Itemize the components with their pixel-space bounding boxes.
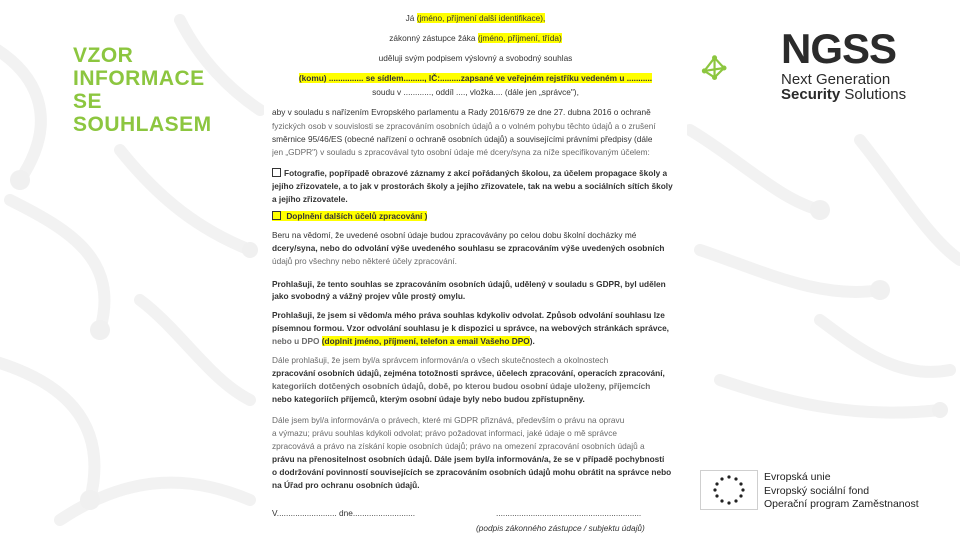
consent-form-document (264, 0, 687, 540)
rights-line: na Úřad pro ochranu osobních údajů. (272, 480, 420, 490)
duration-line: údajů pro všechny nebo některé účely zpracování. (272, 256, 457, 266)
eu-line: Operační program Zaměstnanost (764, 498, 919, 510)
eu-flag-icon (700, 470, 758, 510)
informed-line: Dále prohlašuji, že jsem byl/a správcem informován/a o všech skutečnostech a okolnostech (272, 355, 609, 365)
duration-line: Beru na vědomí, že uvedené osobní údaje budou zpracovávány po celou dobu školní docházky mé (272, 230, 637, 240)
brand-tagline: Security Solutions (781, 86, 907, 103)
brand-tagline: Next Generation (781, 71, 891, 88)
purpose-option-photos: Fotografie, popřípadě obrazové záznamy z akcí pořádaných školou, za účelem propagace školy a (272, 167, 667, 179)
intro-line: fyzických osob v souvislosti se zpracováním osobních údajů a o volném pohybu těchto údajů a o zrušení (272, 121, 656, 131)
intro-line: aby v souladu s nařízením Evropského parlamentu a Rady 2016/679 ze dne 27. dubna 2016 o ochraně (272, 107, 651, 117)
slide-title (73, 44, 263, 136)
signature-line: ............................................................... (496, 508, 642, 518)
header-line: soudu v ............, oddíl ...., vložka.... (dále jen „správce"), (372, 87, 579, 97)
header-line: (komu) ............... se sídlem........., IČ:.........zapsané ve veřejném rejstříku vedeném u ........... (298, 73, 653, 83)
informed-line: nebo kategoriích příjemců, kterým osobní údaje byly nebo budou zpřístupněny. (272, 394, 585, 404)
revoke-line: Prohlašuji, že jsem si vědom/a mého práva souhlas kdykoliv odvolat. Způsob odvolání souhlasu lze (272, 310, 665, 320)
header-line: zákonný zástupce žáka (jméno, příjmení, třída) (389, 33, 562, 43)
title-line: SOUHLASEM (73, 113, 212, 136)
signature-caption: (podpis zákonného zástupce / subjektu údajů) (476, 523, 645, 533)
rights-line: o dodržování povinností souvisejících se zpracováním osobních údajů mohu obrátit na správce nebo (272, 467, 672, 477)
duration-line: dcery/syna, nebo do odvolání výše uvedeného souhlasu se zpracováním výše uvedených osobních (272, 243, 665, 253)
revoke-line: nebo u DPO (doplnit jméno, příjmení, telefon a email Vašeho DPO). (272, 336, 535, 346)
intro-line: jen „GDPR") v souladu s zpracovával tyto osobní údaje mé dcery/syna za níže specifikovaným účelem: (272, 147, 650, 157)
eu-line: Evropský sociální fond (764, 485, 870, 497)
rights-line: zpracovává a právo na získání kopie osobních údajů; právo na omezení zpracování osobních údajů a (272, 441, 645, 451)
rights-line: a výmazu; právu souhlas kdykoli odvolat; právo požadovat informaci, jaké údaje o mě správce (272, 428, 617, 438)
declaration-line: Prohlašuji, že tento souhlas se zpracováním osobních údajů, udělený v souladu s GDPR, byl udělen (272, 279, 666, 289)
brand-name: NGSS (781, 25, 897, 72)
rights-line: právu na přenositelnost osobních údajů. Dále jsem byl/a informován/a, že se v případě pochybností (272, 454, 665, 464)
intro-line: směrnice 95/46/ES (obecné nařízení o ochraně osobních údajů) a souvisejícími právními předpisy (dále (272, 134, 653, 144)
revoke-line: písemnou formou. Vzor odvolání souhlasu je k dispozici u správce, na webových stránkách správce, (272, 323, 669, 333)
ngss-logo-icon (700, 28, 780, 108)
title-line: VZOR (73, 44, 134, 67)
declaration-line: jako svobodný a vážný projev vůle prostý omylu. (272, 291, 466, 301)
header-line: uděluji svým podpisem výslovný a svobodný souhlas (378, 53, 573, 63)
informed-line: kategoriích dotčených osobních údajů, době, po kterou budou osobní údaje uloženy, příjemcích (272, 381, 651, 391)
checkbox-icon[interactable] (272, 168, 281, 177)
eu-line: Evropská unie (764, 471, 831, 483)
rights-line: Dále jsem byl/a informován/a o právech, které mi GDPR přiznává, především o právu na opravu (272, 415, 625, 425)
header-line: Já (jméno, příjmení další identifikace), (405, 13, 546, 23)
purpose-option-other: Doplnění dalších účelů zpracování ) (272, 210, 427, 222)
checkbox-icon[interactable] (272, 211, 281, 220)
signature-place-date: V.......................... dne........................... (272, 508, 416, 518)
informed-line: zpracování osobních údajů, zejména totožnosti správce, účelech zpracování, operacích zpracování, (272, 368, 665, 378)
title-line: INFORMACE (73, 67, 205, 90)
title-line: SE (73, 90, 103, 113)
purpose-option-line: jejího zřizovatele, a to jak v prostorách školy a jejího zřizovatele, tak na webu a sociálních sítích školy (272, 181, 673, 191)
purpose-option-line: a jejího zřizovatele. (272, 194, 348, 204)
